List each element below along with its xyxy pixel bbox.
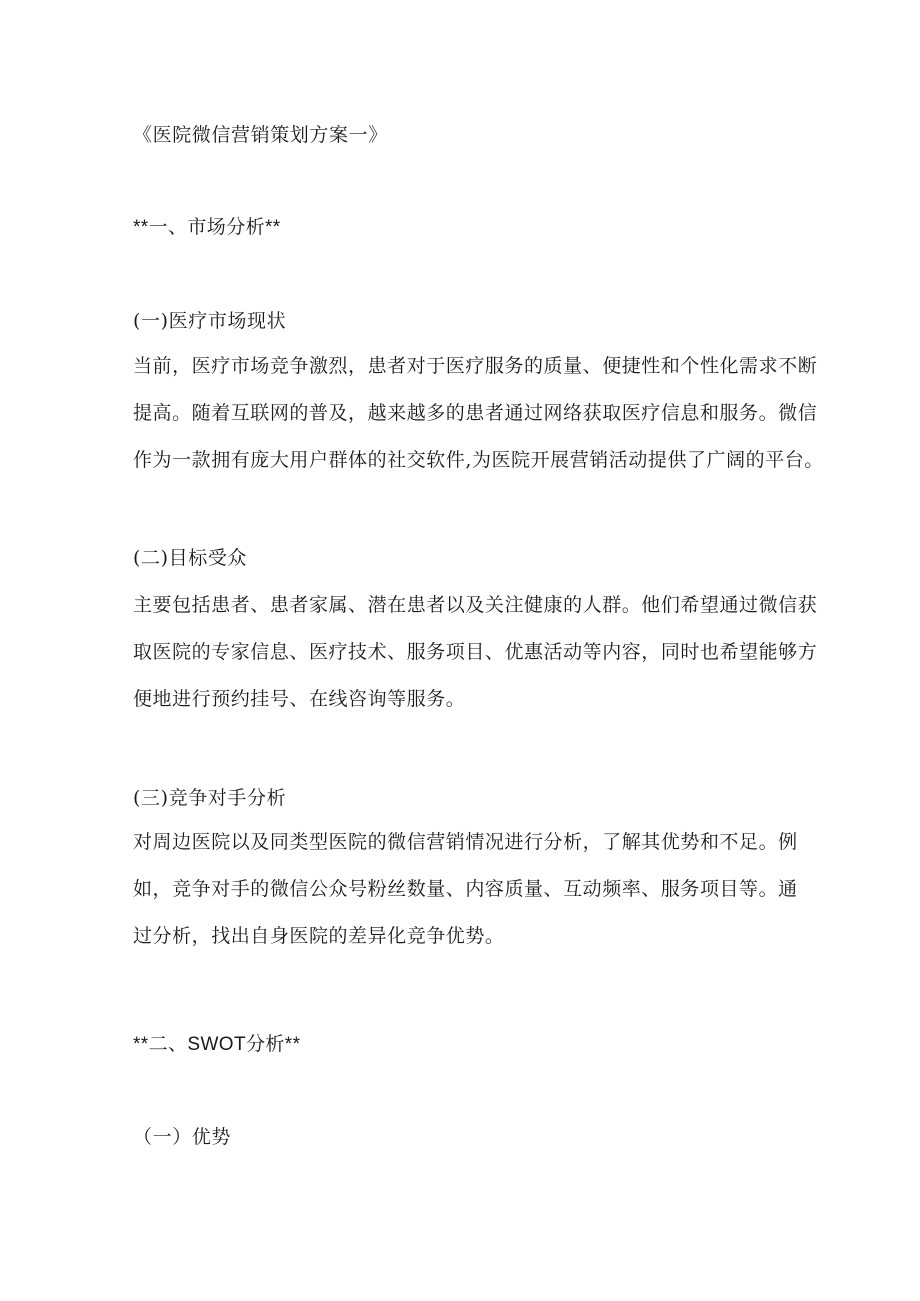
subsection-heading-strengths: （一）优势 <box>133 1126 232 1148</box>
paragraph-line: 便地进行预约挂号、在线咨询等服务。 <box>133 688 466 710</box>
paragraph-line: 过分析，找出自身医院的差异化竞争优势。 <box>133 925 505 947</box>
subsection-heading-target-audience: (二)目标受众 <box>133 547 248 569</box>
paragraph-line: 主要包括患者、患者家属、潜在患者以及关注健康的人群。他们希望通过微信获 <box>133 594 818 616</box>
paragraph-competitor-analysis <box>133 819 798 960</box>
paragraph-line: 提高。随着互联网的普及，越来越多的患者通过网络获取医疗信息和服务。微信 <box>133 402 818 424</box>
paragraph-line: 取医院的专家信息、医疗技术、服务项目、优惠活动等内容，同时也希望能够方 <box>133 641 818 663</box>
paragraph-line: 对周边医院以及同类型医院的微信营销情况进行分析，了解其优势和不足。例 <box>133 831 798 853</box>
paragraph-target-audience <box>133 582 818 723</box>
paragraph-line: 作为一款拥有庞大用户群体的社交软件,为医院开展营销活动提供了广阔的平台。 <box>133 449 824 471</box>
subsection-heading-market-status: (一)医疗市场现状 <box>133 310 287 332</box>
paragraph-line: 如，竞争对手的微信公众号粉丝数量、内容质量、互动频率、服务项目等。通 <box>133 878 798 900</box>
paragraph-market-status <box>133 343 824 484</box>
document-title: 《医院微信营销策划方案一》 <box>133 124 388 146</box>
section-heading-swot-analysis: **二、SWOT分析** <box>133 1034 301 1055</box>
section-heading-market-analysis: **一、市场分析** <box>133 217 281 238</box>
subsection-heading-competitor-analysis: (三)竞争对手分析 <box>133 787 287 809</box>
paragraph-line: 当前，医疗市场竞争激烈，患者对于医疗服务的质量、便捷性和个性化需求不断 <box>133 355 818 377</box>
